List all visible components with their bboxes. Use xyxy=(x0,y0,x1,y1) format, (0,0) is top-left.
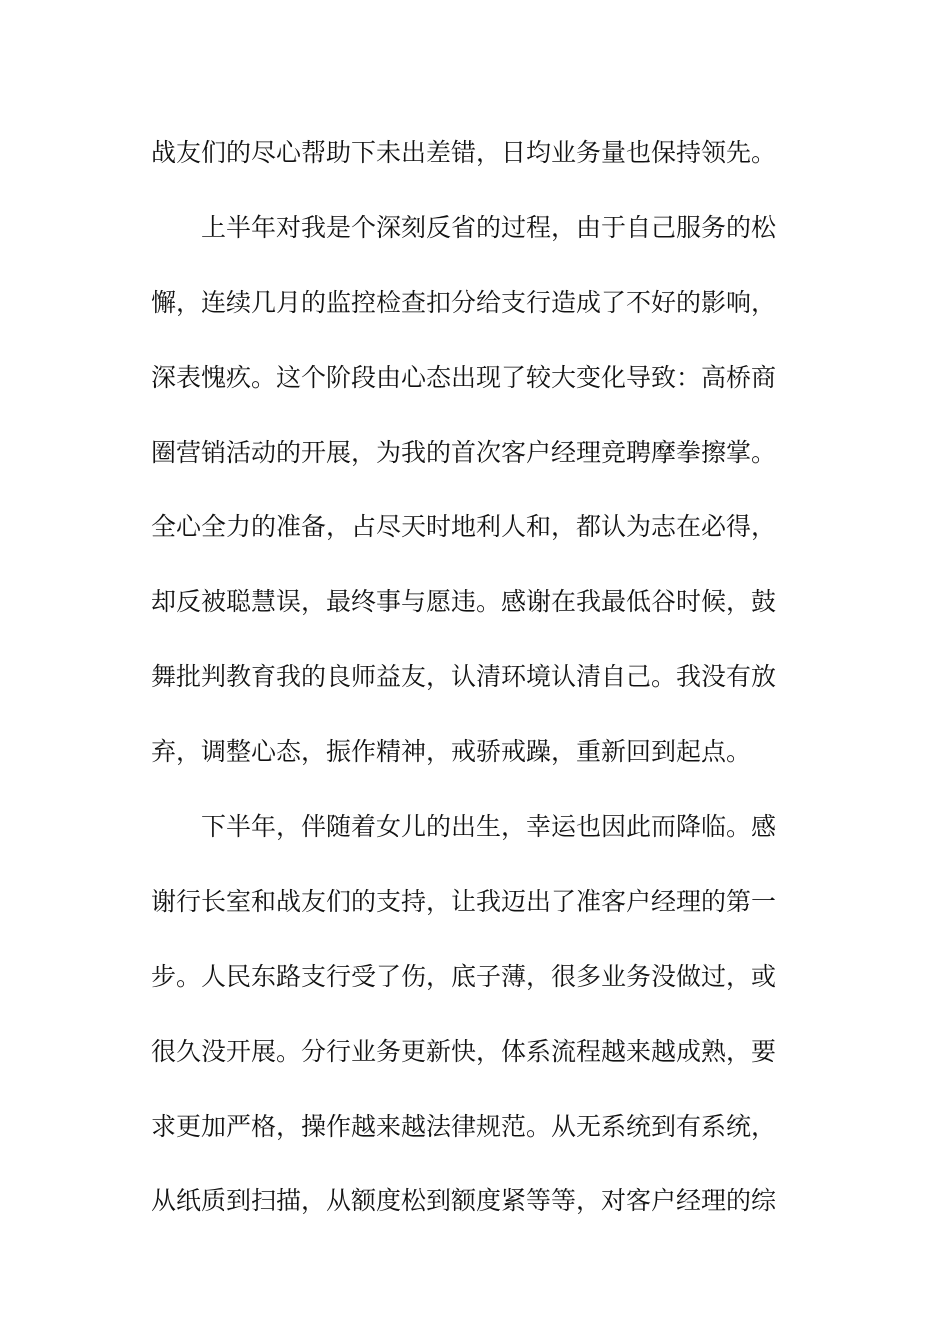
text-line: 下半年，伴随着女儿的出生，幸运也因此而降临。感 xyxy=(201,812,777,842)
text-line: 谢行长室和战友们的支持，让我迈出了准客户经理的第一 xyxy=(151,886,777,916)
text-line: 战友们的尽心帮助下未出差错，日均业务量也保持领先。 xyxy=(151,138,777,167)
text-line: 全心全力的准备，占尽天时地利人和，都认为志在必得， xyxy=(151,512,777,542)
text-line: 步。人民东路支行受了伤，底子薄，很多业务没做过，或 xyxy=(151,961,777,991)
text-line: 舞批判教育我的良师益友，认清环境认清自己。我没有放 xyxy=(151,662,777,692)
text-line: 从纸质到扫描，从额度松到额度紧等等，对客户经理的综 xyxy=(151,1186,777,1216)
text-line: 圈营销活动的开展，为我的首次客户经理竞聘摩拳擦掌。 xyxy=(151,437,777,467)
text-line: 懈，连续几月的监控检查扣分给支行造成了不好的影响， xyxy=(151,287,777,317)
text-line: 求更加严格，操作越来越法律规范。从无系统到有系统， xyxy=(151,1111,777,1141)
text-line: 上半年对我是个深刻反省的过程，由于自己服务的松 xyxy=(201,212,777,242)
text-line: 弃，调整心态，振作精神，戒骄戒躁，重新回到起点。 xyxy=(151,737,752,767)
text-line: 深表愧疚。这个阶段由心态出现了较大变化导致：高桥商 xyxy=(151,362,777,392)
text-line: 却反被聪慧误，最终事与愿违。感谢在我最低谷时候，鼓 xyxy=(151,587,777,617)
text-line: 很久没开展。分行业务更新快，体系流程越来越成熟，要 xyxy=(151,1036,777,1066)
document-body xyxy=(151,130,801,1253)
